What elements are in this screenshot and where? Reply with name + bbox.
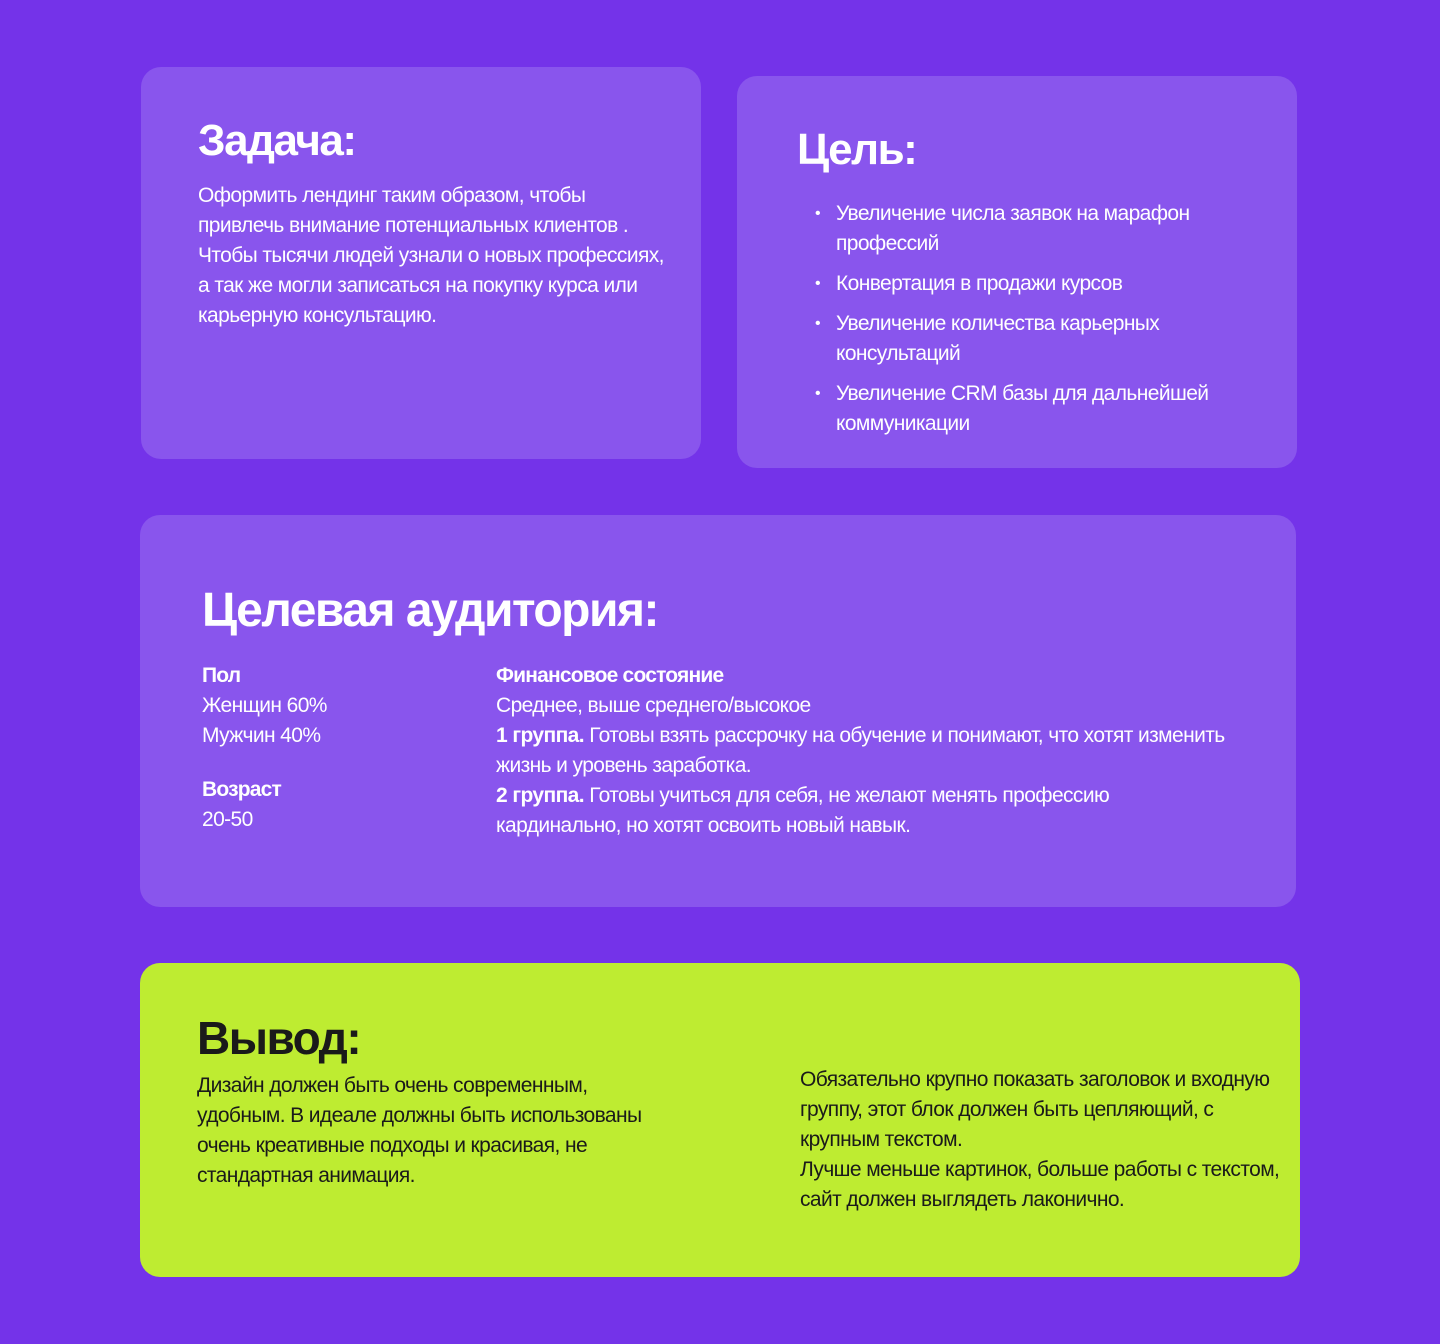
finance-value: Среднее, выше среднего/высокое bbox=[496, 694, 811, 717]
conclusion-title: Вывод: bbox=[197, 1012, 361, 1064]
group-1 bbox=[496, 721, 1226, 781]
conclusion-left-text: Дизайн должен быть очень современным, удобным. В идеале должны быть использованы очень креативные подходы и красивая, не стандартная анимация. bbox=[197, 1074, 642, 1187]
conclusion-right-text bbox=[800, 1065, 1280, 1215]
audience-title: Целевая аудитория: bbox=[202, 584, 658, 637]
goal-item-text: Конвертация в продажи курсов bbox=[836, 272, 1123, 295]
bullet-icon: • bbox=[815, 385, 821, 402]
audience-finance bbox=[496, 661, 1226, 841]
gender-label: Пол bbox=[202, 664, 241, 687]
goal-item bbox=[815, 379, 1255, 439]
bullet-icon: • bbox=[815, 205, 821, 222]
goal-item-text: Увеличение CRM базы для дальнейшей коммуникации bbox=[836, 382, 1209, 435]
goal-item bbox=[815, 269, 1255, 299]
gender-men: Мужчин 40% bbox=[202, 724, 321, 747]
task-description: Оформить лендинг таким образом, чтобы привлечь внимание потенциальных клиентов . Чтобы тысячи людей узнали о новых профессиях, а так же могли записаться на покупку курса или карьерную консультацию. bbox=[198, 184, 664, 327]
goal-item bbox=[815, 309, 1255, 369]
age-value: 20-50 bbox=[202, 808, 253, 831]
conclusion-right-line-1: Обязательно крупно показать заголовок и входную группу, этот блок должен быть цепляющий, с крупным текстом. bbox=[800, 1068, 1270, 1151]
audience-demographics bbox=[202, 661, 462, 835]
group-2-text: Готовы учиться для себя, не желают менять профессию кардинально, но хотят освоить новый навык. bbox=[496, 784, 1110, 837]
group-2-label: 2 группа. bbox=[496, 784, 584, 807]
group-1-label: 1 группа. bbox=[496, 724, 584, 747]
audience-card bbox=[140, 515, 1296, 907]
conclusion-card bbox=[140, 963, 1300, 1277]
goal-card bbox=[737, 76, 1297, 468]
gender-women: Женщин 60% bbox=[202, 694, 327, 717]
goal-title: Цель: bbox=[797, 125, 917, 174]
task-title: Задача: bbox=[198, 116, 356, 165]
goal-list bbox=[815, 199, 1255, 449]
group-2 bbox=[496, 781, 1226, 841]
conclusion-right-line-2: Лучше меньше картинок, больше работы с текстом, сайт должен выглядеть лаконично. bbox=[800, 1158, 1280, 1211]
age-label: Возраст bbox=[202, 778, 282, 801]
group-1-text: Готовы взять рассрочку на обучение и понимают, что хотят изменить жизнь и уровень заработка. bbox=[496, 724, 1225, 777]
finance-label: Финансовое состояние bbox=[496, 664, 724, 687]
goal-item-text: Увеличение количества карьерных консультаций bbox=[836, 312, 1160, 365]
goal-item bbox=[815, 199, 1255, 259]
bullet-icon: • bbox=[815, 315, 821, 332]
goal-item-text: Увеличение числа заявок на марафон профессий bbox=[836, 202, 1190, 255]
task-card bbox=[141, 67, 701, 459]
bullet-icon: • bbox=[815, 275, 821, 292]
